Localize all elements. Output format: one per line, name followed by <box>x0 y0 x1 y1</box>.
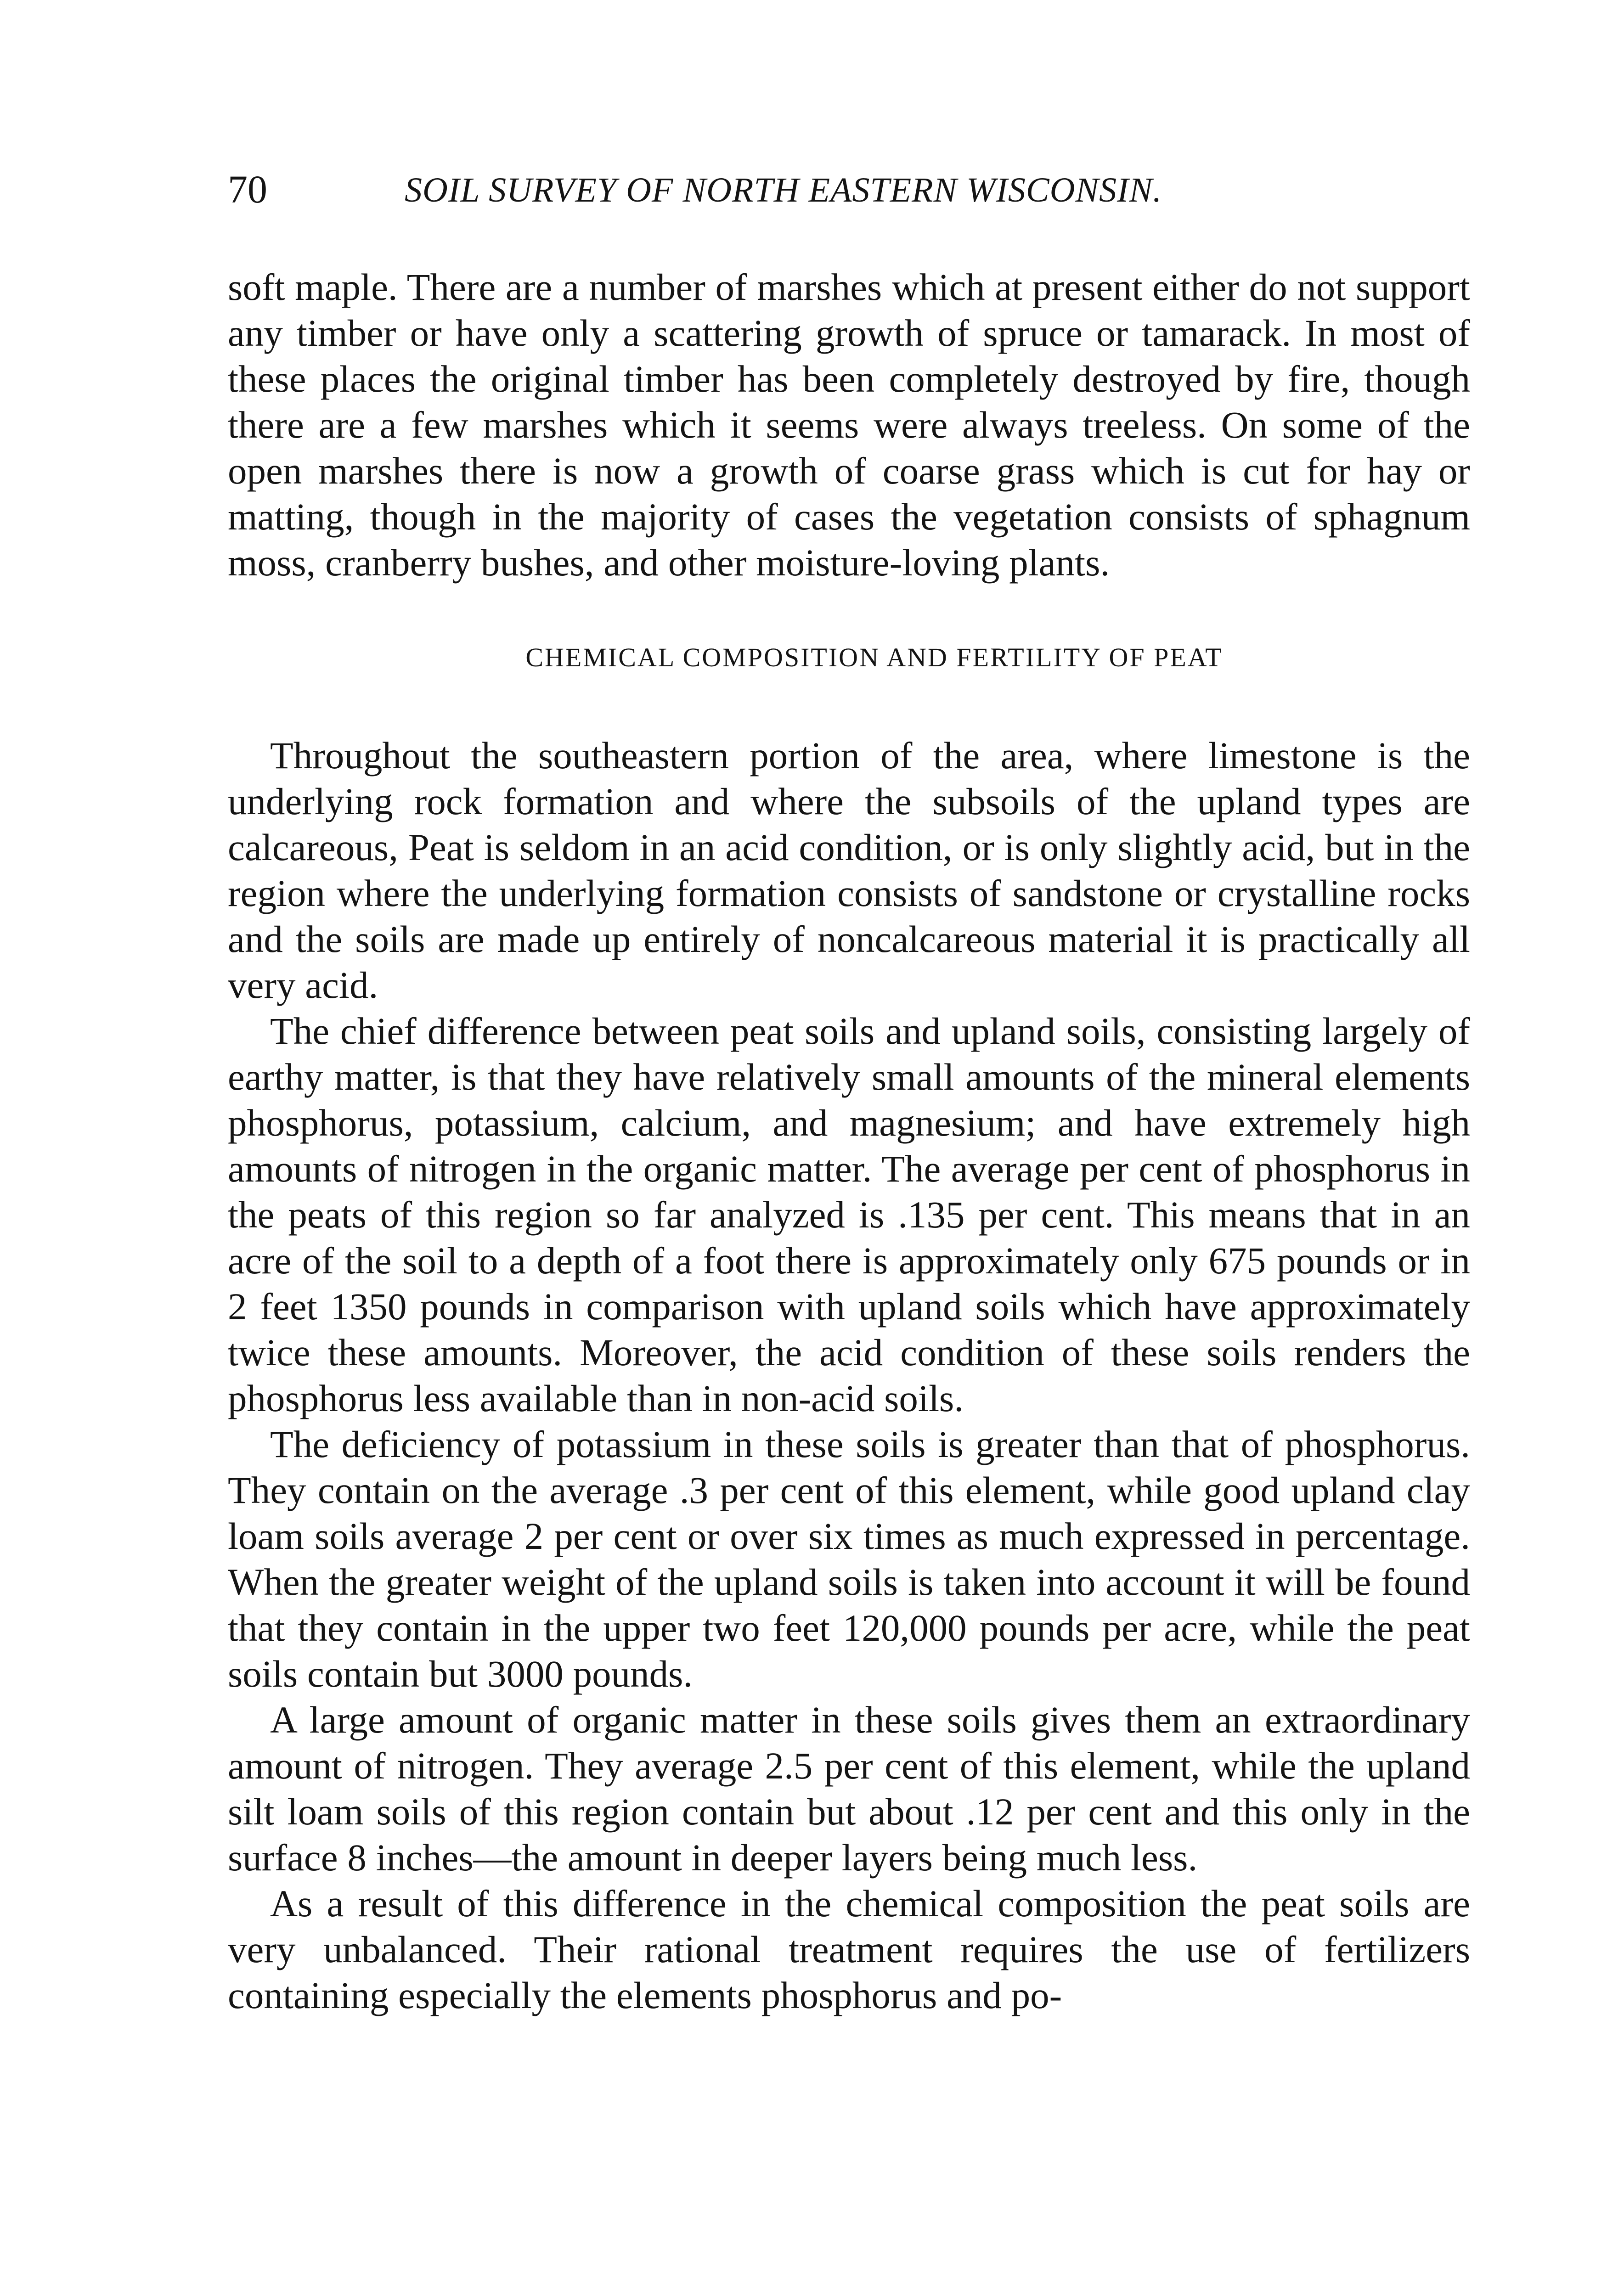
paragraph: Throughout the southeastern portion of the area, where limestone is the underlying rock formation and where the subsoils of the upland types are calcareous, Peat is seldom in an acid condition, or is only slightly acid, but in the region where the underlying formation consists of sandstone or crystalline rocks and the soils are made up entirely of noncalcareous material it is practically all very acid. <box>228 734 1470 1006</box>
page-header <box>228 166 1477 217</box>
paragraph: The chief difference between peat soils and upland soils, consisting largely of earthy matter, is that they have relatively small amounts of the mineral elements phosphorus, potassium, calcium, and magnesium; and have extremely high amounts of nitrogen in the organic matter. The average per cent of phosphorus in the peats of this region so far analyzed is .135 per cent. This means that in an acre of the soil to a depth of a foot there is approximately only 675 pounds or in 2 feet 1350 pounds in comparison with upland soils which have approximately twice these amounts. Moreover, the acid condition of these soils renders the phosphorus less available than in non-acid soils. <box>228 1010 1470 1419</box>
section-heading: CHEMICAL COMPOSITION AND FERTILITY OF PEAT <box>525 642 1223 672</box>
paragraph-continued: soft maple. There are a number of marshes which at present either do not support any timber or have only a scattering growth of spruce or tamarack. In most of these places the original timber has been completely destroyed by fire, though there are a few marshes which it seems were always treeless. On some of the open marshes there is now a growth of coarse grass which is cut for hay or matting, though in the majority of cases the vegetation consists of sphagnum moss, cranberry bushes, and other moisture-loving plants. <box>228 266 1470 584</box>
paragraph: The deficiency of potassium in these soils is greater than that of phosphorus. They contain on the average .3 per cent of this element, while good upland clay loam soils average 2 per cent or over six times as much expressed in percentage. When the greater weight of the upland soils is taken into account it will be found that they contain in the upper two feet 120,000 pounds per acre, while the peat soils contain but 3000 pounds. <box>228 1423 1470 1695</box>
page-number: 70 <box>228 167 267 211</box>
page-body <box>228 264 1470 2018</box>
running-title: SOIL SURVEY OF NORTH EASTERN WISCONSIN. <box>405 171 1162 209</box>
paragraph: A large amount of organic matter in these soils gives them an extraordinary amount of nitrogen. They average 2.5 per cent of this element, while the upland silt loam soils of this region contain but about .12 per cent and this only in the surface 8 inches—the amount in deeper layers being much less. <box>228 1699 1470 1879</box>
paragraph: As a result of this difference in the chemical composition the peat soils are very unbalanced. Their rational treatment requires the use of fertilizers containing especially the elements phosphorus and po- <box>228 1882 1470 2016</box>
